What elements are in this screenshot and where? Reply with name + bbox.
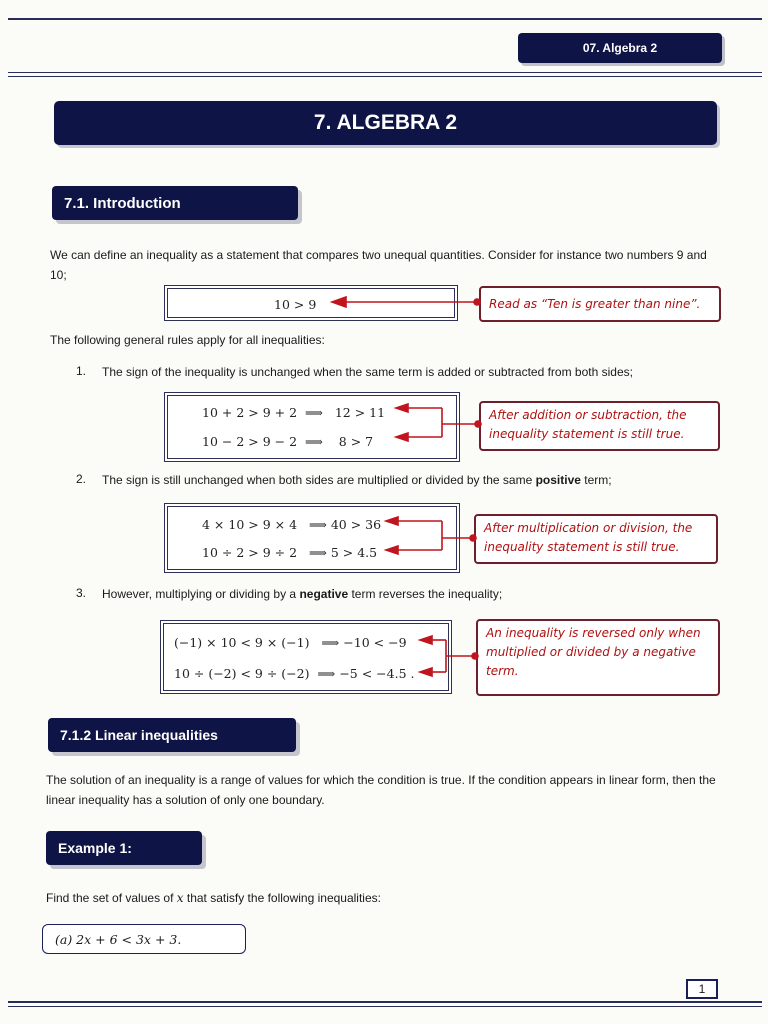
section-heading-introduction: 7.1. Introduction bbox=[52, 186, 298, 220]
header-rule bbox=[8, 72, 762, 73]
example-prompt-variable: x bbox=[176, 891, 184, 905]
section-heading-example: Example 1: bbox=[46, 831, 202, 865]
equation-line: 10 ÷ 2 > 9 ÷ 2 ⟹ 5 > 4.5 bbox=[202, 545, 378, 560]
top-rule bbox=[8, 18, 762, 20]
page-title: 7. ALGEBRA 2 bbox=[54, 101, 717, 145]
equation-line: 10 − 2 > 9 − 2 ⟹ 8 > 7 bbox=[202, 434, 374, 449]
rule-text-bold: negative bbox=[299, 587, 349, 601]
note-example: Read as “Ten is greater than nine”. bbox=[479, 286, 721, 322]
equation-line: 10 + 2 > 9 + 2 ⟹ 12 > 11 bbox=[202, 405, 386, 420]
footer-rule bbox=[8, 1001, 762, 1003]
rule-number: 3. bbox=[76, 586, 87, 600]
equation-box-rule2 bbox=[164, 503, 460, 573]
page-number: 1 bbox=[686, 979, 718, 999]
note-rule3: An inequality is reversed only when multiplied or divided by a negative term. bbox=[476, 619, 720, 696]
equation-line: 4 × 10 > 9 × 4 ⟹ 40 > 36 bbox=[202, 517, 382, 532]
equation-box-rule3 bbox=[160, 620, 452, 694]
rules-intro: The following general rules apply for all inequalities: bbox=[50, 333, 325, 347]
example-prompt bbox=[46, 888, 381, 908]
rule-text: The sign of the inequality is unchanged when the same term is added or subtracted from both sides; bbox=[102, 365, 633, 379]
equation-line: 10 ÷ (−2) < 9 ÷ (−2) ⟹ −5 < −4.5 . bbox=[174, 666, 415, 681]
footer-rule-2 bbox=[8, 1006, 762, 1007]
rule-text-part: The sign is still unchanged when both sides are multiplied or divided by the same bbox=[102, 473, 536, 487]
rule-number: 1. bbox=[76, 364, 87, 378]
note-rule1: After addition or subtraction, the inequality statement is still true. bbox=[479, 401, 720, 451]
equation-example: 10 > 9 bbox=[274, 297, 317, 312]
example-prompt-part: Find the set of values of bbox=[46, 891, 177, 905]
rule-text bbox=[102, 584, 502, 604]
example-prompt-part: that satisfy the following inequalities: bbox=[183, 891, 381, 905]
rule-text-bold: positive bbox=[535, 473, 581, 487]
note-rule2: After multiplication or division, the inequality statement is still true. bbox=[474, 514, 718, 564]
example-a-text: (a) 2x + 6 < 3x + 3. bbox=[55, 931, 182, 947]
chapter-tab: 07. Algebra 2 bbox=[518, 33, 722, 63]
equation-box-rule1 bbox=[164, 392, 460, 462]
rule-text bbox=[102, 470, 612, 490]
header-rule-2 bbox=[8, 76, 762, 77]
section-heading-linear-inequalities: 7.1.2 Linear inequalities bbox=[48, 718, 296, 752]
rule-text-part: However, multiplying or dividing by a bbox=[102, 587, 300, 601]
example-a-box bbox=[42, 924, 246, 954]
rule-text-part: term reverses the inequality; bbox=[348, 587, 503, 601]
equation-line: (−1) × 10 < 9 × (−1) ⟹ −10 < −9 bbox=[174, 635, 407, 650]
intro-paragraph: We can define an inequality as a statement that compares two unequal quantities. Consider for instance two numbers 9 and 10; bbox=[50, 248, 707, 282]
linear-paragraph: The solution of an inequality is a range of values for which the condition is true. If the condition appears in linear form, then the linear inequality has a solution of only one boundary. bbox=[46, 773, 716, 807]
rule-text-part: term; bbox=[580, 473, 612, 487]
rule-number: 2. bbox=[76, 472, 87, 486]
equation-box-example bbox=[164, 285, 458, 321]
